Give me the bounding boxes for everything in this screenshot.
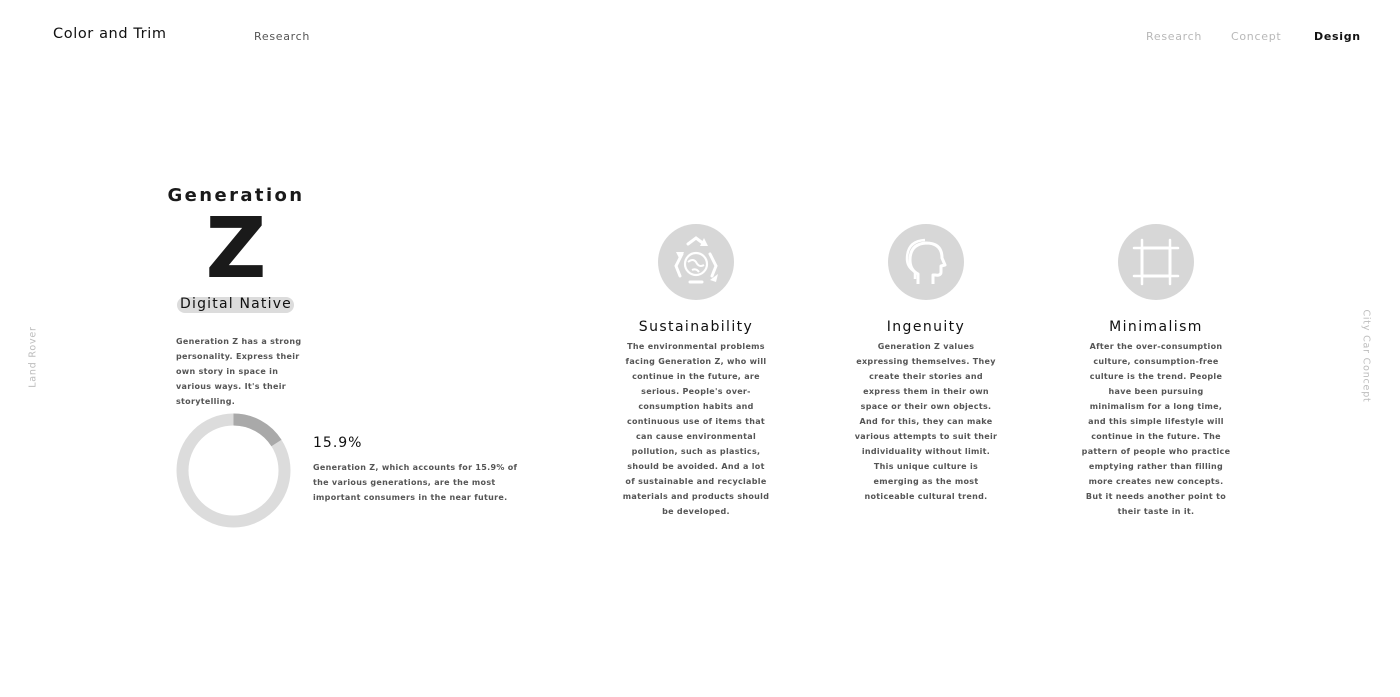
column-title: Ingenuity (886, 319, 966, 335)
brand-logo[interactable]: Color and Trim (53, 26, 167, 42)
stat-value: 15.9% (313, 435, 363, 451)
side-label-right: City Car Concept (1360, 309, 1372, 403)
generation-letter: Z (205, 199, 267, 297)
column-ingenuity (851, 224, 1001, 504)
column-minimalism (1081, 224, 1231, 519)
nav-design[interactable]: Design (1314, 30, 1361, 43)
column-sustainability (621, 224, 771, 519)
column-text: The environmental problems facing Generation Z, who will continue in the future, are serious. People's over-consumption habits and continuous use of items that can cause environmental pollution, such as plastics, should be avoided. And a lot of sustainable and recyclable materials and products should be developed. (622, 342, 770, 516)
column-title: Minimalism (1109, 319, 1203, 335)
side-label-left: Land Rover (27, 326, 39, 388)
generation-intro: Generation Z has a strong personality. Express their own story in space in various ways. It's their storytelling. (176, 337, 302, 406)
generation-subtitle: Digital Native (180, 296, 292, 312)
crop-frame-icon (1118, 224, 1194, 300)
nav-research-left[interactable]: Research (254, 30, 311, 43)
column-title: Sustainability (638, 319, 754, 335)
column-text: Generation Z values expressing themselves. They create their stories and express them in their own space or their own objects. And for this, they can make various attempts to suit their individuality without limit. This unique culture is emerging as the most noticeable cultural trend. (854, 342, 998, 501)
head-profile-icon (888, 224, 964, 300)
nav-research[interactable]: Research (1146, 30, 1203, 43)
donut-chart (176, 413, 291, 528)
stat-description: Generation Z, which accounts for 15.9% of the various generations, are the most important consumers in the near future. (313, 463, 518, 502)
column-text: After the over-consumption culture, consumption-free culture is the trend. People have been pursuing minimalism for a long time, and this simple lifestyle will continue in the future. The pattern of people who practice emptying rather than filling more creates new concepts. But it needs another point to their taste in it. (1081, 342, 1231, 516)
recycle-globe-icon (658, 224, 734, 300)
nav-concept[interactable]: Concept (1231, 30, 1282, 43)
generation-title: Generation (167, 185, 305, 206)
